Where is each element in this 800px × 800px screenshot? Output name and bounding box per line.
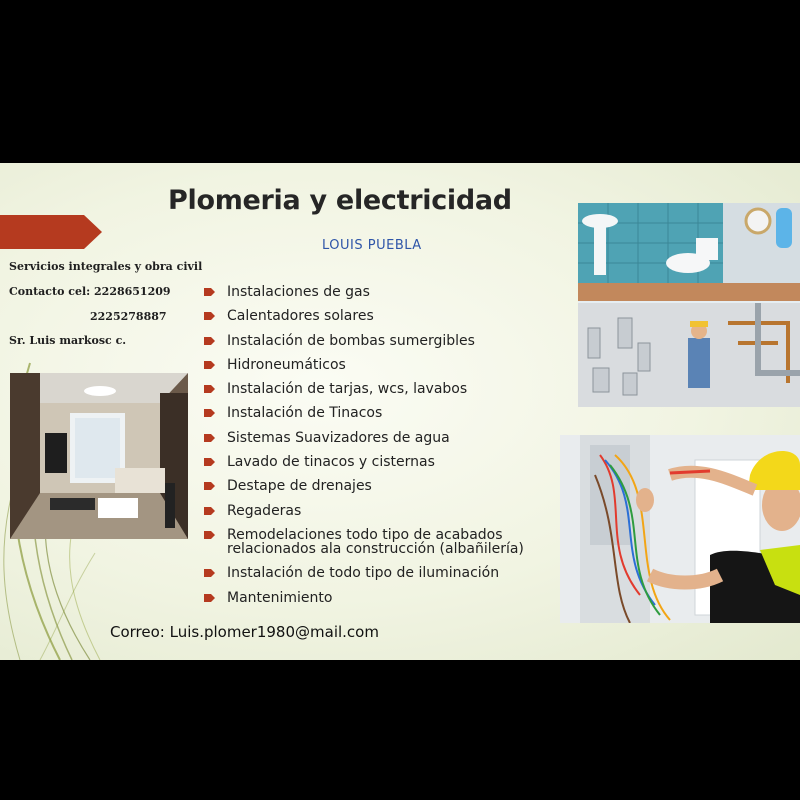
contact-phone-1: Contacto cel: 2228651209 [9,285,171,298]
service-item [204,309,564,323]
service-item [204,591,564,605]
service-item [204,504,564,518]
flyer-slide [0,163,800,660]
service-label: Sistemas Suavizadores de agua [227,429,450,446]
page-title: Plomeria y electricidad [168,185,512,216]
arrow-bullet-icon [204,337,215,345]
arrow-bullet-icon [204,594,215,602]
electrician-photo [560,435,800,623]
service-label: Instalación de Tinacos [227,405,383,422]
service-label: Calentadores solares [227,308,374,325]
arrow-bullet-icon [204,361,215,369]
arrow-bullet-icon [204,458,215,466]
service-label: Instalaciones de gas [227,284,370,300]
arrow-bullet-icon [204,531,215,539]
arrow-bullet-icon [204,507,215,515]
service-label: Destape de drenajes [227,478,372,495]
service-label: Instalación de tarjas, wcs, lavabos [227,381,468,398]
service-label: Lavado de tinacos y cisternas [227,454,435,471]
service-item [204,285,564,299]
arrow-bullet-icon [204,385,215,393]
plumbing-collage-photo [578,203,800,407]
living-room-photo [10,373,188,539]
contact-name: Sr. Luis markosc c. [9,334,127,347]
service-item [204,358,564,372]
contact-phone-2: 2225278887 [90,310,167,323]
service-label: Mantenimiento [227,589,333,606]
service-item [204,382,564,396]
arrow-bullet-icon [204,434,215,442]
service-item [204,455,564,469]
arrow-bullet-icon [204,409,215,417]
service-label: Instalación de todo tipo de iluminación [227,565,500,582]
arrow-bullet-icon [204,288,215,296]
services-tagline: Servicios integrales y obra civil [9,260,203,273]
service-item [204,528,564,556]
service-label: Remodelaciones todo tipo de acabados relacionados ala construcción (albañilería) [227,526,524,557]
red-arrow-banner [0,215,102,249]
service-item [204,334,564,348]
company-name: LOUIS PUEBLA [322,238,422,253]
service-label: Hidroneumáticos [227,356,346,373]
arrow-bullet-icon [204,482,215,490]
arrow-bullet-icon [204,569,215,577]
service-item [204,406,564,420]
arrow-bullet-icon [204,312,215,320]
service-item [204,431,564,445]
service-item [204,566,564,580]
services-list [204,285,564,615]
service-item [204,479,564,493]
contact-email: Correo: Luis.plomer1980@mail.com [110,623,379,641]
service-label: Regaderas [227,502,302,519]
service-label: Instalación de bombas sumergibles [227,332,475,349]
